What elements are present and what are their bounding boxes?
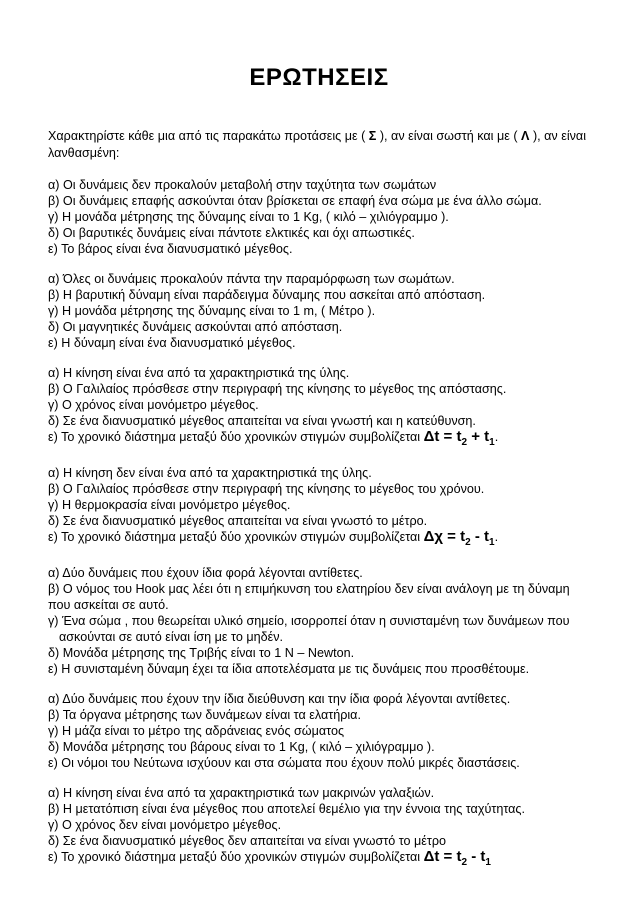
- statement: γ) Ο χρόνος δεν είναι μονόμετρο μέγεθος.: [48, 818, 282, 832]
- false-symbol: Λ: [521, 129, 530, 143]
- time-interval-formula: [423, 528, 495, 548]
- instructions-text-3: ), αν είναι λανθασμένη:: [48, 129, 587, 160]
- time-interval-formula: [423, 848, 491, 868]
- statement: γ) Η μονάδα μέτρησης της δύναμης είναι το 1 m, ( Μέτρο ).: [48, 304, 376, 318]
- statement: γ) Ο χρόνος είναι μονόμετρο μέγεθος.: [48, 398, 259, 412]
- subscript: 2: [461, 857, 468, 868]
- statement: ε) Η δύναμη είναι ένα διανυσματικό μέγεθος.: [48, 336, 296, 350]
- statement: δ) Μονάδα μέτρησης του βάρους είναι το 1 Kg, ( κιλό – χιλιόγραμμο ).: [48, 740, 435, 754]
- statement: α) Οι δυνάμεις δεν προκαλούν μεταβολή στην ταχύτητα των σωμάτων: [48, 178, 437, 192]
- instructions-text-2: ), αν είναι σωστή και με (: [376, 129, 522, 143]
- statement-with-formula: [48, 429, 590, 451]
- statement: γ) Η μονάδα μέτρησης της δύναμης είναι το 1 Kg, ( κιλό – χιλιόγραμμο ).: [48, 210, 449, 224]
- question-group-1: [48, 177, 590, 257]
- statement: γ) Η θερμοκρασία είναι μονόμετρο μέγεθος.: [48, 498, 291, 512]
- statement: ε) Το βάρος είναι ένα διανυσματικό μέγεθος.: [48, 242, 293, 256]
- statement: δ) Οι βαρυτικές δυνάμεις είναι πάντοτε ελκτικές και όχι απωστικές.: [48, 226, 415, 240]
- statement: α) Η κίνηση δεν είναι ένα από τα χαρακτηριστικά της ύλης.: [48, 466, 372, 480]
- formula-part: - t: [470, 528, 489, 545]
- instructions-text-1: Χαρακτηρίστε κάθε μια από τις παρακάτω προτάσεις με (: [48, 129, 369, 143]
- time-interval-formula: [423, 428, 495, 448]
- subscript: 1: [489, 537, 495, 548]
- statement: α) Η κίνηση είναι ένα από τα χαρακτηριστικά της ύλης.: [48, 366, 350, 380]
- formula-part: - t: [467, 848, 486, 865]
- statement: β) Τα όργανα μέτρησης των δυνάμεων είναι τα ελατήρια.: [48, 708, 361, 722]
- statement: ε) Οι νόμοι του Νεύτωνα ισχύουν και στα σώματα που έχουν πολύ μικρές διαστάσεις.: [48, 756, 520, 770]
- statement-text: ε) Το χρονικό διάστημα μεταξύ δύο χρονικών στιγμών συμβολίζεται: [48, 850, 424, 864]
- statement: α) Δύο δυνάμεις που έχουν ίδια φορά λέγονται αντίθετες.: [48, 566, 363, 580]
- statement: β) Ο Γαλιλαίος πρόσθεσε στην περιγραφή της κίνησης το μέγεθος της απόστασης.: [48, 382, 507, 396]
- statement: β) Ο Γαλιλαίος πρόσθεσε στην περιγραφή της κίνησης το μέγεθος του χρόνου.: [48, 482, 485, 496]
- statement-text: ε) Το χρονικό διάστημα μεταξύ δύο χρονικών στιγμών συμβολίζεται: [48, 430, 424, 444]
- statement-with-formula: [48, 849, 590, 871]
- subscript: 1: [485, 857, 491, 868]
- statement-end: .: [494, 430, 499, 444]
- subscript: 1: [489, 437, 495, 448]
- statement: α) Η κίνηση είναι ένα από τα χαρακτηριστικά των μακρινών γαλαξιών.: [48, 786, 435, 800]
- question-group-6: [48, 691, 590, 771]
- statement: δ) Μονάδα μέτρησης της Τριβής είναι το 1 Ν – Newton.: [48, 646, 355, 660]
- statement: γ) Η μάζα είναι το μέτρο της αδράνειας ενός σώματος: [48, 724, 345, 738]
- statement: γ) Ένα σώμα , που θεωρείται υλικό σημείο, ισορροπεί όταν η συνισταμένη των δυνάμεων που ασκούνται σε αυτό είναι ίση με το μηδέν.: [48, 614, 570, 644]
- instructions: [48, 128, 590, 162]
- formula-part: Δχ = t: [423, 528, 466, 545]
- question-group-2: [48, 271, 590, 351]
- statement: β) Η μετατόπιση είναι ένα μέγεθος που αποτελεί θεμέλιο για την έννοια της ταχύτητας.: [48, 802, 525, 816]
- question-group-5: [48, 565, 590, 677]
- statement: α) Δύο δυνάμεις που έχουν την ίδια διεύθυνση και την ίδια φορά λέγονται αντίθετες.: [48, 692, 511, 706]
- formula-part: Δt = t: [423, 428, 462, 445]
- statement: δ) Σε ένα διανυσματικό μέγεθος απαιτείται να είναι γνωστή και η κατεύθυνση.: [48, 414, 476, 428]
- statement: β) Οι δυνάμεις επαφής ασκούνται όταν βρίσκεται σε επαφή ένα σώμα με ένα άλλο σώμα.: [48, 194, 542, 208]
- question-group-7: [48, 785, 590, 871]
- formula-part: Δt = t: [423, 848, 462, 865]
- statement: δ) Οι μαγνητικές δυνάμεις ασκούνται από απόσταση.: [48, 320, 343, 334]
- formula-part: + t: [467, 428, 490, 445]
- statement: δ) Σε ένα διανυσματικό μέγεθος δεν απαιτείται να είναι γνωστό το μέτρο: [48, 834, 447, 848]
- statement: δ) Σε ένα διανυσματικό μέγεθος απαιτείται να είναι γνωστό το μέτρο.: [48, 514, 428, 528]
- true-symbol: Σ: [368, 129, 377, 143]
- statement-end: .: [494, 530, 499, 544]
- statement: β) Ο νόμος του Hook μας λέει ότι η επιμήκυνση του ελατηρίου δεν είναι ανάλογη με τη δύναμη που ασκείται σε αυτό.: [48, 582, 570, 612]
- statement: α) Όλες οι δυνάμεις προκαλούν πάντα την παραμόρφωση των σωμάτων.: [48, 272, 455, 286]
- subscript: 2: [465, 537, 471, 548]
- statement: β) Η βαρυτική δύναμη είναι παράδειγμα δύναμης που ασκείται από απόσταση.: [48, 288, 486, 302]
- question-group-3: [48, 365, 590, 451]
- question-group-4: [48, 465, 590, 551]
- statement-text: ε) Το χρονικό διάστημα μεταξύ δύο χρονικών στιγμών συμβολίζεται: [48, 530, 424, 544]
- page-title: ΕΡΩΤΗΣΕΙΣ: [249, 64, 389, 91]
- subscript: 2: [461, 437, 468, 448]
- statement-with-formula: [48, 529, 590, 551]
- statement: ε) Η συνισταμένη δύναμη έχει τα ίδια αποτελέσματα με τις δυνάμεις που προσθέτουμε.: [48, 662, 530, 676]
